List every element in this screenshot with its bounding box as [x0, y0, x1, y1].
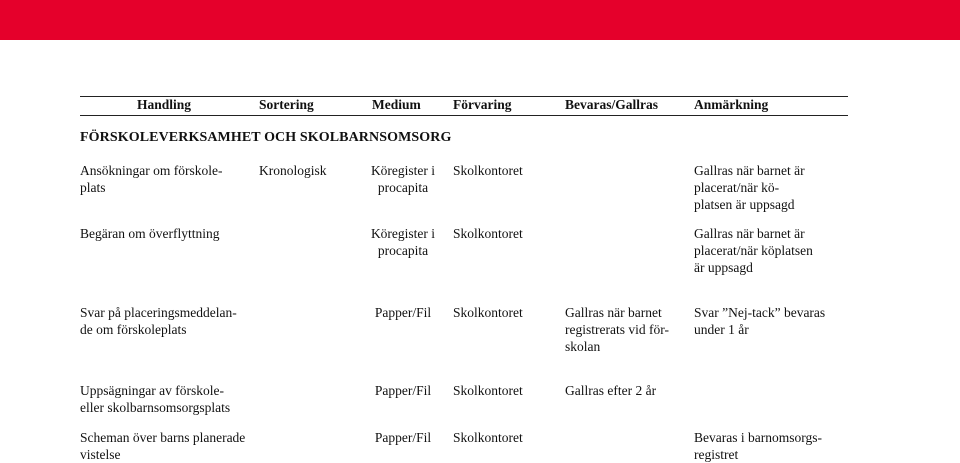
header-handling: Handling	[137, 97, 192, 112]
header-sortering: Sortering	[259, 97, 314, 112]
row-3-forvaring: Skolkontoret	[453, 383, 523, 398]
row-4-anmarkning: Bevaras i barnomsorgs- registret	[694, 430, 822, 462]
row-0-sortering: Kronologisk	[259, 163, 327, 178]
header-forvaring: Förvaring	[453, 97, 512, 112]
row-2-forvaring: Skolkontoret	[453, 305, 523, 320]
row-1-forvaring: Skolkontoret	[453, 226, 523, 241]
row-2-bevaras: Gallras när barnet registrerats vid för- skolan	[565, 305, 669, 354]
row-0-handling: Ansökningar om förskole- plats	[80, 163, 223, 195]
row-1-anmarkning: Gallras när barnet är placerat/när köplatsen är uppsagd	[694, 226, 813, 275]
section-title: FÖRSKOLEVERKSAMHET OCH SKOLBARNSOMSORG	[80, 130, 452, 145]
row-4-handling: Scheman över barns planerade vistelse	[80, 430, 246, 462]
row-3-medium: Papper/Fil	[374, 383, 432, 398]
header-bevaras-gallras: Bevaras/Gallras	[565, 97, 658, 112]
row-3-handling: Uppsägningar av förskole- eller skolbarnsomsorgsplats	[80, 383, 231, 415]
header-medium: Medium	[372, 97, 421, 112]
row-4-medium: Papper/Fil	[374, 430, 432, 445]
row-4-forvaring: Skolkontoret	[453, 430, 523, 445]
header-anmarkning: Anmärkning	[694, 97, 769, 112]
row-0-anmarkning: Gallras när barnet är placerat/när kö- platsen är uppsagd	[694, 163, 805, 212]
row-0-medium: Köregister i procapita	[370, 163, 436, 195]
row-1-medium: Köregister i procapita	[370, 226, 436, 258]
row-0-forvaring: Skolkontoret	[453, 163, 523, 178]
row-2-medium: Papper/Fil	[374, 305, 432, 320]
row-1-handling: Begäran om överflyttning	[80, 226, 220, 241]
row-2-handling: Svar på placeringsmeddelan- de om förskoleplats	[80, 305, 237, 337]
row-2-anmarkning: Svar ”Nej-tack” bevaras under 1 år	[694, 305, 826, 337]
row-3-bevaras: Gallras efter 2 år	[565, 383, 657, 398]
top-red-band	[0, 0, 960, 40]
header-bottom-rule	[80, 115, 848, 116]
